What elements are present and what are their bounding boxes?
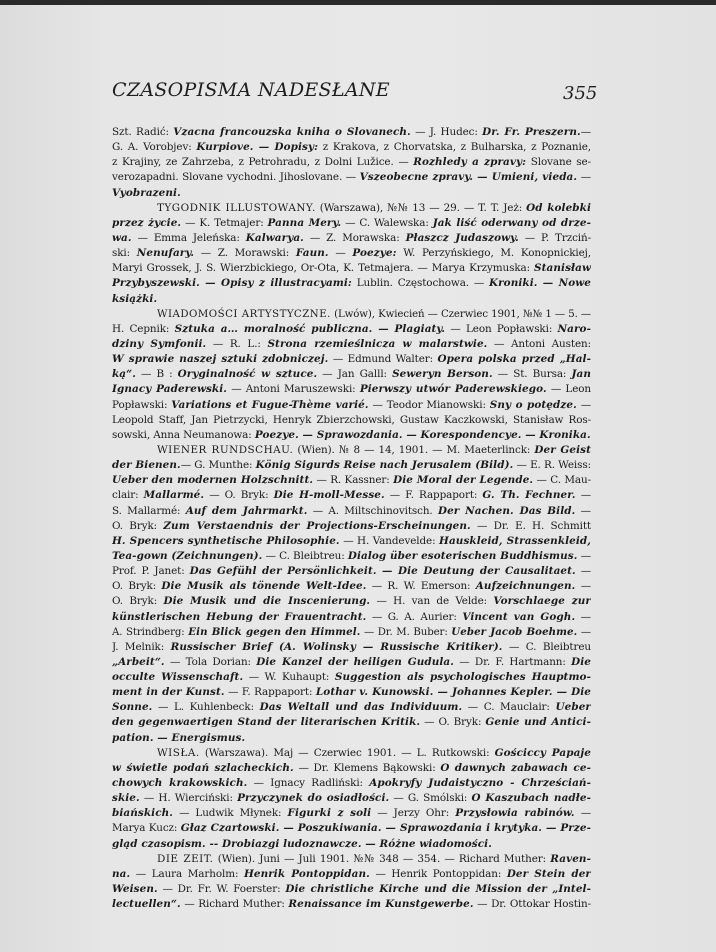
text-line (112, 261, 591, 276)
text-run: clair: (112, 489, 144, 502)
italic-title: na. (112, 867, 131, 880)
text-run: Prof. P. Janet: (112, 565, 190, 578)
text-line (112, 458, 591, 473)
italic-title: gląd czasopism. -- Drobiazgi ludoznawcze. — Różne wiadomości. (112, 837, 492, 850)
italic-title: Die Kanzel der heiligen Gudula. (256, 655, 454, 668)
text-run: — F. Rappaport: (384, 489, 483, 502)
text-line (112, 201, 591, 216)
italic-title: Kalwarya. (245, 231, 304, 244)
italic-title: König Sigurds Reise nach Jerusalem (Bild). (255, 459, 514, 472)
italic-title: Die Moral der Legende. (393, 474, 534, 487)
text-run: z Krajiny, ze Zahrzeba, z Petrohradu, z Dolni Lužice. — (112, 156, 414, 169)
italic-title: Raven- (550, 852, 591, 865)
text-run: — (575, 489, 591, 502)
text-line (112, 246, 591, 261)
text-run: S. Mallarmé: (112, 504, 186, 517)
text-run: — Emma Jeleńska: (131, 231, 246, 244)
italic-title: Faun. (295, 247, 329, 260)
text-run: — Henrik Pontoppidan: (369, 867, 507, 880)
text-run: — C. Bleibtreu: (262, 549, 348, 562)
italic-title: Seweryn Berson. (392, 368, 493, 381)
italic-title: lectuellen“. (112, 898, 181, 911)
text-run: — O. Bryk: (420, 716, 486, 729)
text-run: — H. Wierciński: (139, 792, 238, 805)
text-run: — (575, 580, 591, 593)
text-line (112, 670, 591, 685)
text-line (112, 564, 591, 579)
periodical-name: TYGODNIK ILLUSTOWANY. (157, 201, 316, 214)
italic-title: dziny Symfonii. (112, 337, 207, 350)
italic-title: Ignacy Paderewski. (112, 383, 227, 396)
text-run: — Richard Muther: (180, 898, 289, 911)
text-run: — Dr. Fr. W. Foerster: (157, 883, 286, 896)
text-line (112, 216, 591, 231)
text-run: Popławski: (112, 398, 172, 411)
text-run: — Dr. E. H. Schmitt (470, 519, 591, 532)
text-run: — (328, 247, 353, 260)
text-run: — F. Rappaport: (224, 686, 316, 699)
italic-title: Dialog über esoterischen Buddhismus. (347, 549, 578, 562)
italic-title: Przyczynek do osiadłości. (237, 792, 390, 805)
text-run: O. Bryk: (112, 519, 164, 532)
text-run: — Ignacy Radliński: (247, 777, 370, 790)
text-line (112, 594, 591, 609)
italic-title: Kurpiove. — Dopisy: (196, 141, 319, 154)
text-run: — C. Walewska: (341, 216, 433, 229)
italic-title: Strona rzemieślnicza w malarstwie. (267, 337, 488, 350)
text-run: — Antoni Austen: (487, 337, 591, 350)
text-run: — C. Mauclair: (462, 701, 556, 714)
text-line (112, 837, 591, 852)
text-line (112, 534, 591, 549)
italic-title: Zum Verstaendnis der Projections-Erscheinungen. (163, 519, 471, 532)
italic-title: O dawnych zabawach ce- (440, 761, 591, 774)
text-run: — (574, 807, 591, 820)
text-run: — St. Bursa: (492, 368, 572, 381)
italic-title: Suggestion als psychologisches Hauptmo- (334, 671, 591, 684)
italic-title: Jan (571, 368, 591, 381)
italic-title: Vzacna francouzska kniha o Slovanech. (173, 126, 411, 138)
text-line (112, 398, 591, 413)
text-run: — Leon Popławski: (445, 322, 558, 335)
text-line (112, 292, 591, 307)
text-run: — (580, 126, 591, 138)
text-run: A. Strindberg: (112, 626, 189, 638)
text-line (112, 821, 591, 836)
text-line (112, 186, 591, 201)
text-line (112, 231, 591, 246)
italic-title: Genie und Antici- (485, 716, 591, 729)
running-title: CZASOPISMA NADESŁANE (112, 79, 390, 101)
text-line (112, 897, 591, 912)
italic-title: książki. (112, 292, 158, 305)
text-run: — (577, 626, 591, 638)
text-line (112, 867, 591, 882)
italic-title: w świetle podań szlacheckich. (112, 761, 294, 774)
italic-title: Auf dem Jahrmarkt. (185, 504, 308, 517)
text-line (112, 170, 591, 185)
text-line (112, 125, 591, 140)
text-run: — J. Hudec: (410, 126, 483, 138)
italic-title: G. Th. Fechner. (482, 489, 576, 502)
italic-title: Mallarmé. (143, 489, 205, 502)
text-run: sowski, Anna Neumanowa: (112, 428, 255, 441)
text-line (112, 307, 591, 322)
text-line (112, 761, 591, 776)
text-run: Maryi Grossek, J. S. Wierzbickiego, Or-Ota, K. Tetmajera. — Marya Krzymuska: (112, 262, 535, 275)
page-number: 355 (563, 83, 598, 104)
text-run: — (575, 610, 591, 623)
italic-title: Nenufary. (136, 247, 195, 260)
text-run: W. Perzyńskiego, M. Konopnickiej, (396, 247, 591, 260)
text-run: — L. Kuhlenbeck: (152, 701, 260, 714)
text-run: O. Bryk: (112, 580, 162, 593)
italic-title: Der Nachen. Das Bild. (437, 504, 576, 517)
text-run: — (575, 565, 591, 578)
text-run: (Warszawa), №№ 13 — 29. — T. T. Jeż: (315, 201, 527, 214)
text-run: — G. Smólski: (389, 792, 472, 805)
italic-title: O Kaszubach nadłe- (471, 792, 591, 805)
document-page (0, 5, 716, 952)
text-line (112, 488, 591, 503)
text-run: — H. van de Velde: (370, 595, 494, 608)
text-run: — Teodor Mianowski: (368, 398, 490, 411)
italic-title: Russischer Brief (A. Wolinsky — Russische Kritiker). (170, 640, 503, 653)
italic-title: occulte Wissenschaft. (112, 671, 244, 684)
text-run: — (577, 171, 591, 184)
italic-title: wa. (112, 231, 132, 244)
italic-title: Lothar v. Kunowski. — Johannes Kepler. — Die (315, 686, 591, 699)
italic-title: Dr. Fr. Preszern. (482, 126, 581, 138)
italic-title: Sonne. (112, 701, 153, 714)
text-run: Szt. Radić: (112, 126, 174, 138)
italic-title: Die Musik als tönende Welt-Idee. (161, 580, 367, 593)
text-line (112, 700, 591, 715)
italic-title: Ein Blick gegen den Himmel. (188, 625, 361, 638)
text-run: ski: (112, 247, 137, 260)
italic-title: Płaszcz Judaszowy. (405, 231, 519, 244)
text-run: — C. Bleibtreu (502, 640, 591, 653)
body-text (112, 125, 591, 912)
text-run: — B : (135, 368, 178, 381)
text-run: z Krakova, z Chorvatska, z Bulharska, z Poznanie, (318, 141, 591, 154)
text-line (112, 852, 591, 867)
text-run: — H. Vandevelde: (339, 534, 440, 547)
text-run: H. Cepnik: (112, 322, 175, 335)
italic-title: der Bienen. (112, 459, 181, 472)
italic-title: Aufzeichnungen. (475, 580, 576, 593)
text-line (112, 806, 591, 821)
text-run: — (575, 504, 591, 517)
text-line (112, 413, 591, 428)
text-run: — E. R. Weiss: (513, 459, 591, 472)
text-run: — R. L.: (206, 337, 268, 350)
text-run: — (576, 398, 591, 411)
italic-title: Od kolebki (526, 201, 591, 214)
italic-title: Sny o potędze. (489, 398, 577, 411)
text-run: — Jerzy Ohr: (371, 807, 456, 820)
text-run: J. Melnik: (112, 640, 171, 653)
italic-title: Kroniki. — Nowe (488, 277, 591, 290)
text-line (112, 549, 591, 564)
italic-title: przez życie. (112, 216, 182, 229)
italic-title: Das Weltall und das Individuum. (259, 701, 463, 714)
text-run: G. A. Vorobjev: (112, 141, 197, 154)
text-run: — R. W. Emerson: (366, 580, 476, 593)
text-run: — G. Munthe: (180, 459, 256, 472)
text-run: O. Bryk: (112, 595, 164, 608)
italic-title: den gegenwaertigen Stand der literarischen Kritik. (112, 716, 421, 729)
italic-title: Tea-gown (Zeichnungen). (112, 549, 263, 562)
text-line (112, 352, 591, 367)
italic-title: Figurki z soli (287, 807, 372, 820)
text-run: — Dr. Klemens Bąkowski: (293, 761, 441, 774)
text-run: — R. Kassner: (313, 474, 394, 487)
italic-title: Poezye: (352, 247, 397, 260)
italic-title: W sprawie naszej sztuki zdobniczej. (112, 353, 329, 366)
text-line (112, 685, 591, 700)
italic-title: Die (571, 655, 591, 668)
text-line (112, 731, 591, 746)
italic-title: Poezye. — Sprawozdania. — Korespondencye. — Kronika. (254, 428, 591, 441)
italic-title: Vincent van Gogh. (462, 610, 576, 623)
italic-title: Rozhledy a zpravy: (413, 156, 527, 169)
italic-title: Die christliche Kirche und die Mission der „Intel- (285, 883, 591, 896)
text-line (112, 579, 591, 594)
text-line (112, 504, 591, 519)
italic-title: ment in der Kunst. (112, 686, 225, 699)
text-run: (Wien). Juni — Juli 1901. №№ 348 — 354. — Richard Muther: (213, 852, 551, 865)
italic-title: „Arbeit“. (112, 655, 165, 668)
periodical-name: DIE ZEIT. (157, 852, 214, 865)
text-line (112, 140, 591, 155)
text-run: — Ludwik Młynek: (173, 807, 288, 820)
text-line (112, 382, 591, 397)
text-run: verozapadni. Slovane vychodni. Jihoslovane. — (112, 171, 360, 184)
text-run: — W. Kuhaupt: (243, 671, 335, 684)
text-line (112, 367, 591, 382)
italic-title: Sztuka a… moralność publiczna. — Plagiaty. (174, 322, 446, 335)
text-run: — G. A. Aurier: (366, 610, 463, 623)
italic-title: Das Gefühl der Persönlichkeit. — Die Deutung der Causalitaet. (189, 565, 576, 578)
text-run: Lublin. Częstochowa. — (351, 277, 489, 290)
text-line (112, 337, 591, 352)
italic-title: künstlerischen Hebung der Frauentracht. (112, 610, 367, 623)
text-run: — Dr. F. Hartmann: (453, 655, 572, 668)
text-line (112, 625, 591, 640)
italic-title: Naro- (557, 322, 591, 335)
italic-title: Vorschlaege zur (493, 595, 591, 608)
text-run: (Warszawa). Maj — Czerwiec 1901. — L. Rutkowski: (199, 746, 495, 759)
text-run: — Leon (546, 383, 591, 396)
italic-title: Der Geist (534, 443, 591, 456)
text-run: Leopold Staff, Jan Pietrzycki, Henryk Zbierzchowski, Gustaw Kaczkowski, Stanisław Ros- (112, 413, 591, 426)
text-line (112, 776, 591, 791)
italic-title: Apokryfy Judaistyczno - Chrześciań- (369, 777, 591, 790)
text-run: — (577, 549, 591, 562)
italic-title: Gościccy Papaje (494, 746, 591, 759)
text-run: Marya Kucz: (112, 822, 181, 835)
text-line (112, 791, 591, 806)
text-line (112, 322, 591, 337)
italic-title: Ueber den modernen Holzschnitt. (112, 474, 314, 487)
text-run: — Dr. M. Buber: (360, 626, 452, 638)
text-run: — Z. Morawski: (194, 247, 296, 260)
italic-title: Głaz Czartowski. — Poszukiwania. — Sprawozdania i krytyka. — Prze- (180, 822, 591, 835)
italic-title: Oryginalność w sztuce. (177, 368, 318, 381)
text-line (112, 155, 591, 170)
italic-title: biańskich. (112, 807, 173, 820)
text-run: — A. Miltschinovitsch. (307, 504, 438, 517)
italic-title: Vszeobecne zpravy. — Umieni, vieda. (359, 171, 578, 184)
italic-title: Ueber (555, 701, 591, 714)
text-run: — Tola Dorian: (164, 655, 257, 668)
italic-title: Renaissance im Kunstgewerbe. (288, 898, 474, 911)
text-run: — P. Trzciń- (518, 231, 591, 244)
periodical-name: WIADOMOŚCI ARTYSTYCZNE. (157, 308, 331, 320)
italic-title: Vyobrazeni. (112, 186, 181, 199)
italic-title: Jak liść oderwany od drze- (432, 216, 591, 229)
italic-title: Przybyszewski. — Opisy z illustracyami: (112, 277, 352, 290)
text-run: (Wien). № 8 — 14, 1901. — M. Maeterlinck: (293, 443, 535, 456)
text-run: Slovane se- (526, 156, 591, 169)
text-run: — Jan Galll: (317, 368, 393, 381)
text-run: — C. Mau- (533, 474, 591, 487)
text-line (112, 655, 591, 670)
italic-title: Hauskleid, Strassenkleid, (439, 534, 591, 547)
text-run: — O. Bryk: (204, 489, 274, 502)
text-run: — K. Tetmajer: (181, 216, 268, 229)
italic-title: Die Musik und die Inscenierung. (163, 595, 371, 608)
italic-title: Panna Mery. (267, 216, 342, 229)
italic-title: chowych krakowskich. (112, 777, 248, 790)
text-line (112, 640, 591, 655)
text-line (112, 610, 591, 625)
italic-title: Weisen. (112, 883, 158, 896)
italic-title: Variations et Fugue-Thème varié. (171, 398, 369, 411)
text-line (112, 715, 591, 730)
text-line (112, 276, 591, 291)
text-run: — Z. Morawska: (303, 231, 406, 244)
italic-title: Der Stein der (506, 867, 591, 880)
italic-title: H. Spencers synthetische Philosophie. (112, 534, 340, 547)
italic-title: skie. (112, 792, 140, 805)
italic-title: pation. — Energismus. (112, 731, 246, 744)
text-run: — Antoni Maruszewski: (227, 383, 360, 396)
italic-title: Pierwszy utwór Paderewskiego. (359, 383, 547, 396)
text-line (112, 428, 591, 443)
italic-title: ką“. (112, 368, 136, 381)
text-line (112, 882, 591, 897)
italic-title: Stanisław (534, 262, 591, 275)
periodical-name: WISŁA. (157, 746, 200, 759)
periodical-name: WIENER RUNDSCHAU. (157, 443, 294, 456)
text-line (112, 519, 591, 534)
italic-title: Ueber Jacob Boehme. (451, 625, 578, 638)
text-run: — Dr. Ottokar Hostin- (473, 898, 591, 911)
text-run: — Laura Marholm: (130, 867, 244, 880)
italic-title: Die H-moll-Messe. (273, 489, 385, 502)
text-run: (Lwów), Kwiecień — Czerwiec 1901, №№ 1 — 5. — (330, 308, 591, 320)
italic-title: Przysłowia rabinów. (455, 807, 575, 820)
text-run: — Edmund Walter: (328, 353, 438, 366)
italic-title: Opera polska przed „Hal- (437, 353, 591, 366)
italic-title: Henrik Pontoppidan. (243, 867, 370, 880)
text-line (112, 443, 591, 458)
text-line (112, 746, 591, 761)
text-line (112, 473, 591, 488)
